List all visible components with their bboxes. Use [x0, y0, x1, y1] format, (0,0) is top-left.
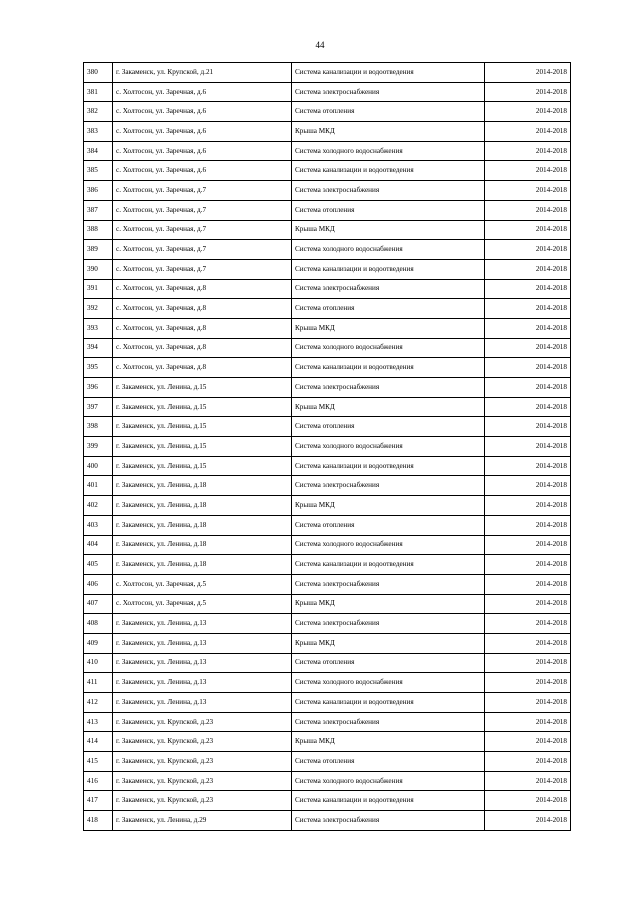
address-cell: с. Холтосон, ул. Заречная, д.7	[113, 200, 292, 220]
period-cell: 2014-2018	[485, 811, 571, 831]
table-row	[84, 338, 571, 358]
row-number-cell: 399	[84, 437, 113, 457]
system-cell: Система электроснабжения	[292, 712, 485, 732]
system-cell: Система холодного водоснабжения	[292, 771, 485, 791]
system-cell: Система холодного водоснабжения	[292, 673, 485, 693]
address-cell: г. Закаменск, ул. Крупской, д.23	[113, 732, 292, 752]
table-row	[84, 378, 571, 398]
table-row	[84, 811, 571, 831]
address-cell: с. Холтосон, ул. Заречная, д.6	[113, 82, 292, 102]
system-cell: Система электроснабжения	[292, 811, 485, 831]
system-cell: Крыша МКД	[292, 732, 485, 752]
row-number-cell: 390	[84, 259, 113, 279]
system-cell: Система отопления	[292, 653, 485, 673]
period-cell: 2014-2018	[485, 437, 571, 457]
table-row	[84, 712, 571, 732]
period-cell: 2014-2018	[485, 712, 571, 732]
address-cell: г. Закаменск, ул. Ленина, д.18	[113, 476, 292, 496]
period-cell: 2014-2018	[485, 771, 571, 791]
table-row	[84, 456, 571, 476]
system-cell: Крыша МКД	[292, 318, 485, 338]
table-row	[84, 141, 571, 161]
period-cell: 2014-2018	[485, 791, 571, 811]
period-cell: 2014-2018	[485, 653, 571, 673]
system-cell: Система холодного водоснабжения	[292, 141, 485, 161]
system-cell: Система холодного водоснабжения	[292, 240, 485, 260]
address-cell: г. Закаменск, ул. Ленина, д.13	[113, 673, 292, 693]
table-row	[84, 397, 571, 417]
period-cell: 2014-2018	[485, 240, 571, 260]
table-row	[84, 653, 571, 673]
row-number-cell: 418	[84, 811, 113, 831]
period-cell: 2014-2018	[485, 122, 571, 142]
system-cell: Система электроснабжения	[292, 378, 485, 398]
table-row	[84, 673, 571, 693]
address-cell: г. Закаменск, ул. Крупской, д.21	[113, 63, 292, 83]
system-cell: Система канализации и водоотведения	[292, 555, 485, 575]
row-number-cell: 387	[84, 200, 113, 220]
period-cell: 2014-2018	[485, 574, 571, 594]
period-cell: 2014-2018	[485, 515, 571, 535]
system-cell: Система отопления	[292, 417, 485, 437]
table-row	[84, 476, 571, 496]
row-number-cell: 385	[84, 161, 113, 181]
system-cell: Система электроснабжения	[292, 82, 485, 102]
table-row	[84, 693, 571, 713]
address-cell: г. Закаменск, ул. Ленина, д.15	[113, 437, 292, 457]
address-cell: г. Закаменск, ул. Ленина, д.15	[113, 456, 292, 476]
page-number: 44	[315, 40, 325, 50]
address-cell: с. Холтосон, ул. Заречная, д.8	[113, 358, 292, 378]
system-cell: Крыша МКД	[292, 122, 485, 142]
period-cell: 2014-2018	[485, 732, 571, 752]
table-row	[84, 633, 571, 653]
period-cell: 2014-2018	[485, 614, 571, 634]
address-cell: г. Закаменск, ул. Ленина, д.18	[113, 496, 292, 516]
table-row	[84, 161, 571, 181]
address-cell: с. Холтосон, ул. Заречная, д.7	[113, 220, 292, 240]
system-cell: Крыша МКД	[292, 220, 485, 240]
row-number-cell: 400	[84, 456, 113, 476]
address-cell: с. Холтосон, ул. Заречная, д.8	[113, 318, 292, 338]
system-cell: Система отопления	[292, 200, 485, 220]
table-row	[84, 515, 571, 535]
system-cell: Система электроснабжения	[292, 614, 485, 634]
system-cell: Крыша МКД	[292, 496, 485, 516]
period-cell: 2014-2018	[485, 397, 571, 417]
system-cell: Система электроснабжения	[292, 476, 485, 496]
table-row	[84, 496, 571, 516]
period-cell: 2014-2018	[485, 220, 571, 240]
address-cell: с. Холтосон, ул. Заречная, д.8	[113, 279, 292, 299]
address-cell: с. Холтосон, ул. Заречная, д.5	[113, 574, 292, 594]
period-cell: 2014-2018	[485, 594, 571, 614]
address-cell: с. Холтосон, ул. Заречная, д.6	[113, 161, 292, 181]
period-cell: 2014-2018	[485, 318, 571, 338]
table-row	[84, 102, 571, 122]
system-cell: Система электроснабжения	[292, 279, 485, 299]
system-cell: Система холодного водоснабжения	[292, 437, 485, 457]
period-cell: 2014-2018	[485, 417, 571, 437]
system-cell: Крыша МКД	[292, 397, 485, 417]
register-table-body	[84, 63, 571, 831]
period-cell: 2014-2018	[485, 633, 571, 653]
row-number-cell: 393	[84, 318, 113, 338]
address-cell: г. Закаменск, ул. Ленина, д.15	[113, 397, 292, 417]
table-row	[84, 417, 571, 437]
period-cell: 2014-2018	[485, 141, 571, 161]
period-cell: 2014-2018	[485, 752, 571, 772]
period-cell: 2014-2018	[485, 200, 571, 220]
table-row	[84, 535, 571, 555]
system-cell: Система канализации и водоотведения	[292, 693, 485, 713]
row-number-cell: 380	[84, 63, 113, 83]
row-number-cell: 415	[84, 752, 113, 772]
row-number-cell: 397	[84, 397, 113, 417]
row-number-cell: 398	[84, 417, 113, 437]
row-number-cell: 410	[84, 653, 113, 673]
system-cell: Система канализации и водоотведения	[292, 456, 485, 476]
table-row	[84, 279, 571, 299]
period-cell: 2014-2018	[485, 693, 571, 713]
row-number-cell: 386	[84, 181, 113, 201]
system-cell: Система отопления	[292, 752, 485, 772]
row-number-cell: 414	[84, 732, 113, 752]
row-number-cell: 382	[84, 102, 113, 122]
table-row	[84, 63, 571, 83]
address-cell: г. Закаменск, ул. Ленина, д.18	[113, 515, 292, 535]
system-cell: Система отопления	[292, 515, 485, 535]
table-row	[84, 614, 571, 634]
address-cell: г. Закаменск, ул. Крупской, д.23	[113, 752, 292, 772]
table-row	[84, 437, 571, 457]
row-number-cell: 417	[84, 791, 113, 811]
address-cell: г. Закаменск, ул. Крупской, д.23	[113, 791, 292, 811]
period-cell: 2014-2018	[485, 673, 571, 693]
register-table	[83, 62, 571, 831]
table-row	[84, 318, 571, 338]
period-cell: 2014-2018	[485, 161, 571, 181]
table-row	[84, 771, 571, 791]
address-cell: г. Закаменск, ул. Ленина, д.13	[113, 653, 292, 673]
address-cell: с. Холтосон, ул. Заречная, д.5	[113, 594, 292, 614]
system-cell: Система канализации и водоотведения	[292, 791, 485, 811]
period-cell: 2014-2018	[485, 555, 571, 575]
row-number-cell: 406	[84, 574, 113, 594]
address-cell: г. Закаменск, ул. Ленина, д.13	[113, 633, 292, 653]
address-cell: с. Холтосон, ул. Заречная, д.6	[113, 141, 292, 161]
address-cell: г. Закаменск, ул. Ленина, д.15	[113, 378, 292, 398]
period-cell: 2014-2018	[485, 63, 571, 83]
system-cell: Система отопления	[292, 299, 485, 319]
address-cell: с. Холтосон, ул. Заречная, д.6	[113, 122, 292, 142]
table-row	[84, 791, 571, 811]
system-cell: Система электроснабжения	[292, 574, 485, 594]
row-number-cell: 416	[84, 771, 113, 791]
row-number-cell: 381	[84, 82, 113, 102]
period-cell: 2014-2018	[485, 496, 571, 516]
address-cell: г. Закаменск, ул. Ленина, д.15	[113, 417, 292, 437]
address-cell: г. Закаменск, ул. Ленина, д.13	[113, 614, 292, 634]
row-number-cell: 392	[84, 299, 113, 319]
address-cell: с. Холтосон, ул. Заречная, д.7	[113, 259, 292, 279]
address-cell: г. Закаменск, ул. Ленина, д.13	[113, 693, 292, 713]
period-cell: 2014-2018	[485, 299, 571, 319]
row-number-cell: 412	[84, 693, 113, 713]
row-number-cell: 409	[84, 633, 113, 653]
table-row	[84, 732, 571, 752]
system-cell: Система электроснабжения	[292, 181, 485, 201]
address-cell: с. Холтосон, ул. Заречная, д.8	[113, 338, 292, 358]
row-number-cell: 395	[84, 358, 113, 378]
system-cell: Система канализации и водоотведения	[292, 358, 485, 378]
period-cell: 2014-2018	[485, 535, 571, 555]
row-number-cell: 413	[84, 712, 113, 732]
row-number-cell: 391	[84, 279, 113, 299]
row-number-cell: 403	[84, 515, 113, 535]
table-row	[84, 122, 571, 142]
table-row	[84, 299, 571, 319]
system-cell: Система холодного водоснабжения	[292, 535, 485, 555]
period-cell: 2014-2018	[485, 259, 571, 279]
period-cell: 2014-2018	[485, 338, 571, 358]
row-number-cell: 388	[84, 220, 113, 240]
table-row	[84, 259, 571, 279]
period-cell: 2014-2018	[485, 378, 571, 398]
row-number-cell: 384	[84, 141, 113, 161]
address-cell: г. Закаменск, ул. Ленина, д.18	[113, 555, 292, 575]
address-cell: г. Закаменск, ул. Ленина, д.29	[113, 811, 292, 831]
system-cell: Система канализации и водоотведения	[292, 161, 485, 181]
address-cell: г. Закаменск, ул. Ленина, д.18	[113, 535, 292, 555]
row-number-cell: 411	[84, 673, 113, 693]
table-row	[84, 240, 571, 260]
row-number-cell: 402	[84, 496, 113, 516]
row-number-cell: 408	[84, 614, 113, 634]
table-row	[84, 752, 571, 772]
table-row	[84, 594, 571, 614]
row-number-cell: 407	[84, 594, 113, 614]
address-cell: с. Холтосон, ул. Заречная, д.7	[113, 240, 292, 260]
row-number-cell: 383	[84, 122, 113, 142]
row-number-cell: 405	[84, 555, 113, 575]
address-cell: г. Закаменск, ул. Крупской, д.23	[113, 771, 292, 791]
table-row	[84, 82, 571, 102]
system-cell: Крыша МКД	[292, 594, 485, 614]
period-cell: 2014-2018	[485, 476, 571, 496]
address-cell: с. Холтосон, ул. Заречная, д.8	[113, 299, 292, 319]
period-cell: 2014-2018	[485, 279, 571, 299]
address-cell: с. Холтосон, ул. Заречная, д.7	[113, 181, 292, 201]
period-cell: 2014-2018	[485, 181, 571, 201]
row-number-cell: 396	[84, 378, 113, 398]
row-number-cell: 404	[84, 535, 113, 555]
system-cell: Система канализации и водоотведения	[292, 63, 485, 83]
table-row	[84, 574, 571, 594]
table-row	[84, 200, 571, 220]
row-number-cell: 389	[84, 240, 113, 260]
table-row	[84, 220, 571, 240]
period-cell: 2014-2018	[485, 456, 571, 476]
row-number-cell: 401	[84, 476, 113, 496]
period-cell: 2014-2018	[485, 82, 571, 102]
system-cell: Система холодного водоснабжения	[292, 338, 485, 358]
address-cell: г. Закаменск, ул. Крупской, д.23	[113, 712, 292, 732]
system-cell: Система канализации и водоотведения	[292, 259, 485, 279]
row-number-cell: 394	[84, 338, 113, 358]
system-cell: Крыша МКД	[292, 633, 485, 653]
system-cell: Система отопления	[292, 102, 485, 122]
table-row	[84, 555, 571, 575]
address-cell: с. Холтосон, ул. Заречная, д.6	[113, 102, 292, 122]
period-cell: 2014-2018	[485, 102, 571, 122]
table-row	[84, 358, 571, 378]
table-row	[84, 181, 571, 201]
period-cell: 2014-2018	[485, 358, 571, 378]
